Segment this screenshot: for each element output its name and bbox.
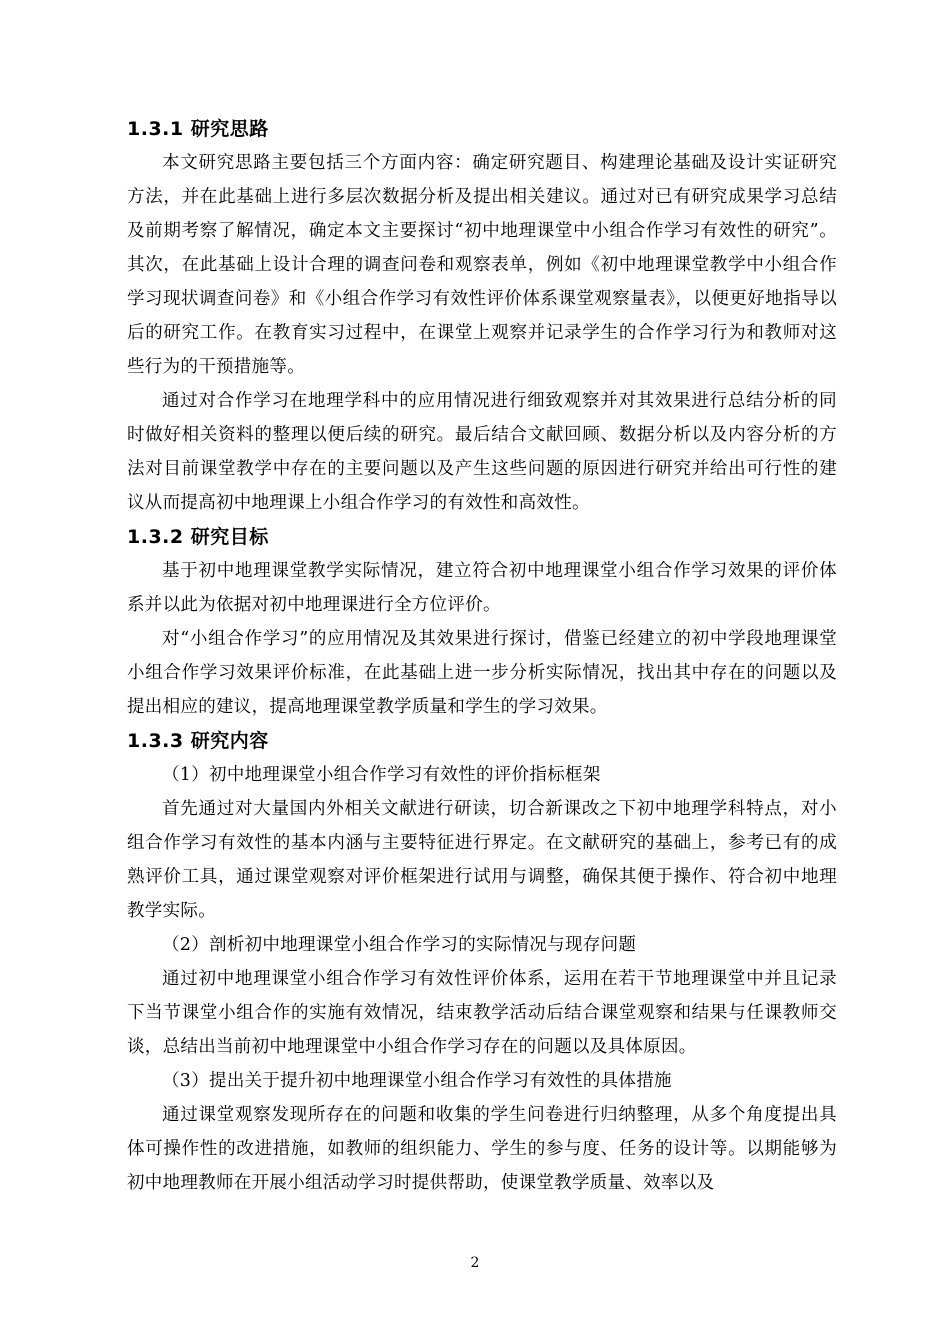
paragraph: 通过课堂观察发现所存在的问题和收集的学生问卷进行归纳整理，从多个角度提出具体可操作性的改进措施，如教师的组织能力、学生的参与度、任务的设计等。以期能够为初中地理教师在开展小组活动学习时提供帮助，使课堂教学质量、效率以及: [127, 1105, 837, 1193]
paragraph: 本文研究思路主要包括三个方面内容：确定研究题目、构建理论基础及设计实证研究方法，并在此基础上进行多层次数据分析及提出相关建议。通过对已有研究成果学习总结及前期考察了解情况，确定本文主要探讨“初中地理课堂中小组合作学习有效性的研究”。其次，在此基础上设计合理的调查问卷和观察表单，例如《初中地理课堂教学中小组合作学习现状调查问卷》和《小组合作学习有效性评价体系课堂观察量表》，以便更好地指导以后的研究工作。在教育实习过程中，在课堂上观察并记录学生的合作学习行为和教师对这些行为的干预措施等。: [127, 153, 837, 377]
paragraph: 通过对合作学习在地理学科中的应用情况进行细致观察并对其效果进行总结分析的同时做好相关资料的整理以便后续的研究。最后结合文献回顾、数据分析以及内容分析的方法对目前课堂教学中存在的主要问题以及产生这些问题的原因进行研究并给出可行性的建议从而提高初中地理课上小组合作学习的有效性和高效性。: [127, 391, 837, 513]
paragraph: 基于初中地理课堂教学实际情况，建立符合初中地理课堂小组合作学习效果的评价体系并以此为依据对初中地理课进行全方位评价。: [127, 561, 837, 615]
subheading-item-3: （3）提出关于提升初中地理课堂小组合作学习有效性的具体措施: [162, 1071, 672, 1091]
paragraph: 通过初中地理课堂小组合作学习有效性评价体系，运用在若干节地理课堂中并且记录下当节课堂小组合作的实施有效情况，结束教学活动后结合课堂观察和结果与任课教师交谈，总结出当前初中地理课堂中小组合作学习存在的问题以及具体原因。: [127, 969, 837, 1057]
page-body: [127, 112, 837, 1200]
subheading-item-1: （1）初中地理课堂小组合作学习有效性的评价指标框架: [162, 765, 601, 785]
section-heading-research-goals: 1.3.2 研究目标: [127, 526, 269, 548]
page-number: 2: [470, 1255, 480, 1271]
paragraph: 对“小组合作学习”的应用情况及其效果进行探讨，借鉴已经建立的初中学段地理课堂小组合作学习效果评价标准，在此基础上进一步分析实际情况，找出其中存在的问题以及提出相应的建议，提高地理课堂教学质量和学生的学习效果。: [127, 629, 837, 717]
section-heading-research-approach: 1.3.1 研究思路: [127, 118, 269, 140]
paragraph: 首先通过对大量国内外相关文献进行研读，切合新课改之下初中地理学科特点，对小组合作学习有效性的基本内涵与主要特征进行界定。在文献研究的基础上，参考已有的成熟评价工具，通过课堂观察对评价框架进行试用与调整，确保其便于操作、符合初中地理教学实际。: [127, 799, 837, 921]
subheading-item-2: （2）剖析初中地理课堂小组合作学习的实际情况与现存问题: [162, 935, 637, 955]
section-heading-research-content: 1.3.3 研究内容: [127, 730, 269, 752]
